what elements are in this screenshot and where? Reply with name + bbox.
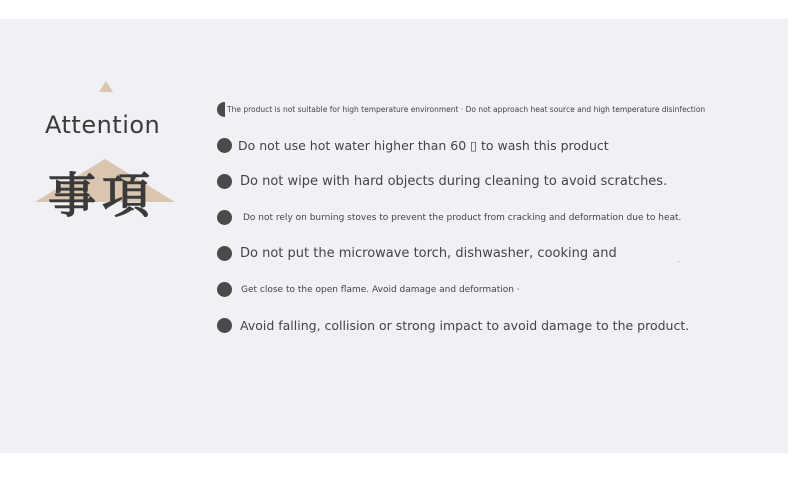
stray-dot-decoration bbox=[678, 261, 679, 262]
list-item-text: Avoid falling, collision or strong impact to avoid damage to the product. bbox=[240, 318, 690, 333]
list-item-text: The product is not suitable for high temperature environment · Do not approach heat source and high temperature disinfection bbox=[227, 105, 706, 114]
bullet-icon bbox=[217, 174, 232, 189]
bullet-icon bbox=[217, 102, 225, 117]
bullet-icon bbox=[217, 138, 232, 153]
list-item bbox=[217, 282, 520, 297]
list-item-text: Do not wipe with hard objects during cleaning to avoid scratches. bbox=[240, 174, 668, 189]
small-triangle-decoration bbox=[99, 81, 113, 92]
list-item-text: Do not use hot water higher than 60 ▯ to wash this product bbox=[238, 138, 609, 153]
title-chinese: 事項 bbox=[48, 168, 157, 224]
list-item-text: Do not rely on burning stoves to prevent the product from cracking and deformation due to heat. bbox=[243, 212, 682, 223]
bullet-icon bbox=[217, 282, 232, 297]
list-item bbox=[217, 210, 681, 225]
title-english: Attention bbox=[45, 111, 161, 139]
list-item-text: Do not put the microwave torch, dishwasher, cooking and bbox=[240, 246, 617, 261]
list-item bbox=[217, 318, 689, 333]
content-panel bbox=[0, 19, 788, 453]
bullet-icon bbox=[217, 246, 232, 261]
bullet-icon bbox=[217, 318, 232, 333]
heading-block bbox=[30, 19, 190, 259]
list-item bbox=[217, 138, 609, 153]
list-item bbox=[217, 102, 705, 117]
list-item bbox=[217, 246, 617, 261]
list-item bbox=[217, 174, 667, 189]
list-item-text: Get close to the open flame. Avoid damage and deformation · bbox=[241, 284, 520, 295]
bullet-icon bbox=[217, 210, 232, 225]
